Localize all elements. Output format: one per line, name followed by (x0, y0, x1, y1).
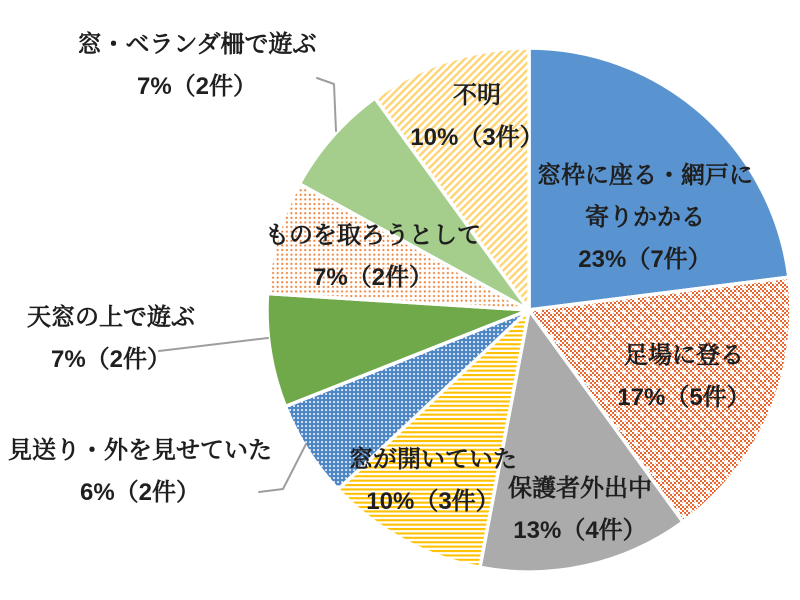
label-text: 保護者外出中 (508, 475, 652, 502)
label-text: 足場に登る (623, 342, 744, 369)
label-value: 7%（2件） (136, 73, 258, 100)
label-text: 窓が開いていた (349, 446, 517, 473)
leader-line-seeing-off (259, 444, 306, 492)
label-text: ものを取ろうとして (265, 222, 481, 249)
pie-slices (267, 48, 791, 572)
label-text: 天窓の上で遊ぶ (27, 304, 195, 331)
label-value: 10%（3件） (366, 488, 500, 515)
label-value: 23%（7件） (578, 246, 712, 273)
label-value: 17%（5件） (617, 384, 751, 411)
label-text: 見送り・外を見せていた (8, 437, 272, 464)
label-value: 6%（2件） (79, 479, 201, 506)
leader-line-skylight (159, 338, 268, 351)
leader-line-window-balcony-fence (317, 78, 336, 131)
label-value: 7%（2件） (312, 264, 434, 291)
label-text: 窓枠に座る・網戸に (537, 162, 753, 189)
pie-slice-0 (529, 48, 789, 310)
label-text: 不明 (452, 82, 501, 109)
label-text: 寄りかかる (585, 204, 705, 231)
label-value: 7%（2件） (50, 346, 172, 373)
label-text: 窓・ベランダ柵で遊ぶ (77, 31, 317, 58)
label-value: 13%（4件） (513, 517, 647, 544)
label-value: 10%（3件） (410, 124, 544, 151)
